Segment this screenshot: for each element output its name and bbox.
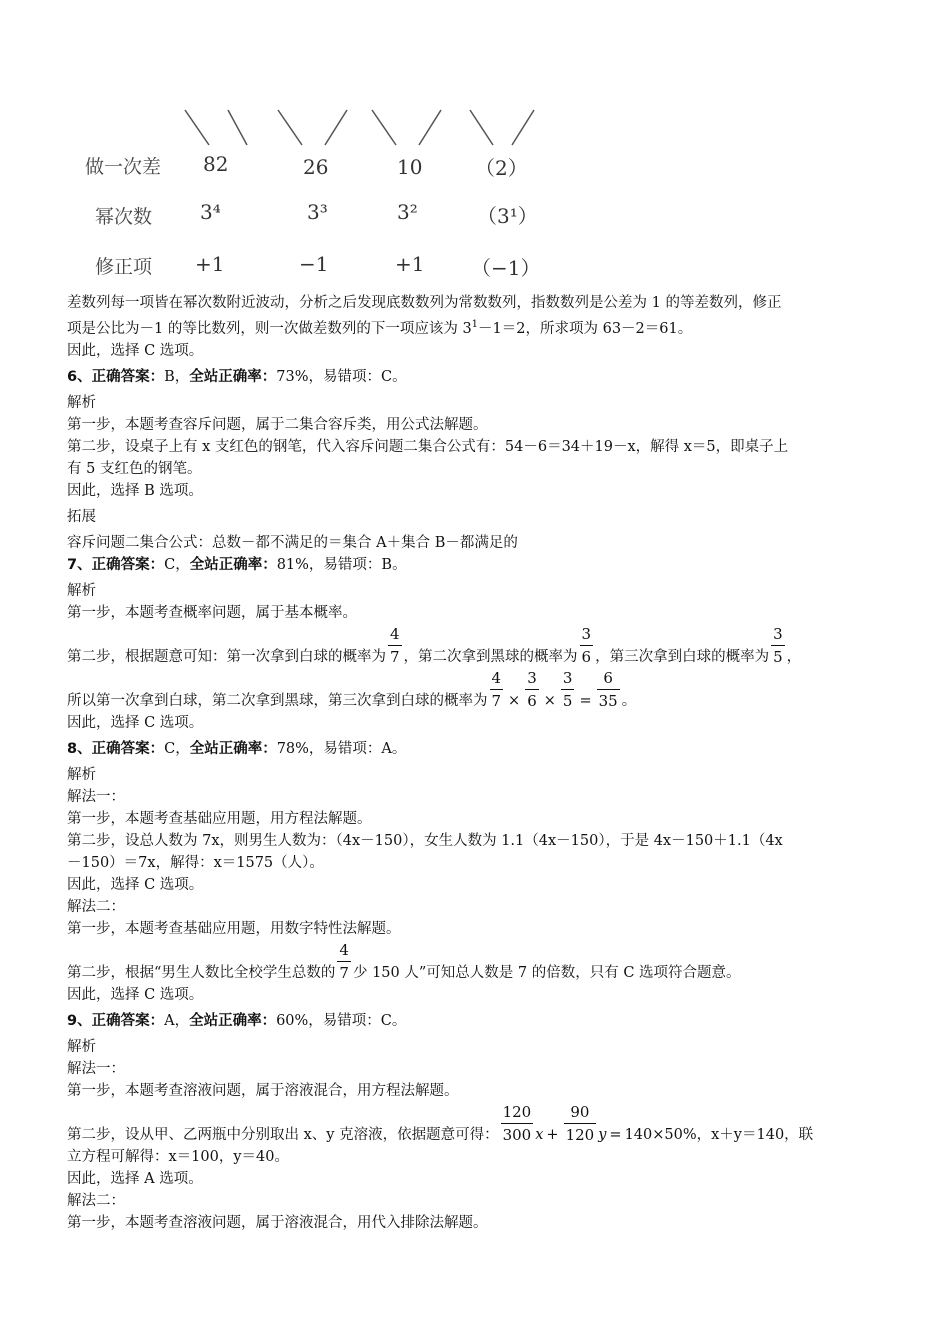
fraction: $\frac{90}{120}$ xyxy=(565,1102,595,1144)
conclusion: 因此，选择 C 选项。 xyxy=(67,714,204,731)
paragraph: 第二步，设桌子上有 x 支红色的钢笔，代入容斥问题二集合公式有：54－6＝34＋19－x，解得 x＝5，即桌子上 xyxy=(67,438,789,455)
fraction: $\frac{3}{5}$ xyxy=(562,668,573,710)
paragraph: 第一步，本题考查基础应用题，用数字特性法解题。 xyxy=(67,920,401,937)
diff-value: 26 xyxy=(303,155,329,179)
fraction: $\frac{3}{6}$ xyxy=(527,668,537,710)
extension-label: 拓展 xyxy=(67,508,96,525)
paragraph: 第一步，本题考查容斥问题，属于二集合容斥类，用公式法解题。 xyxy=(67,416,488,433)
row-label-correction: 修正项 xyxy=(95,256,153,278)
fraction: $\frac{3}{5}$ xyxy=(773,624,783,666)
correction-value: （−1） xyxy=(471,256,541,280)
method-label: 解法二： xyxy=(67,1192,125,1209)
fraction: $\frac{6}{35}$ xyxy=(598,668,618,710)
power-value: 3³ xyxy=(307,200,328,224)
fraction: $\frac{4}{7}$ xyxy=(390,624,400,666)
conclusion: 因此，选择 C 选项。 xyxy=(67,876,204,893)
answer-header-8: 8、正确答案：C，全站正确率：78%，易错项：A。 xyxy=(67,740,407,757)
paragraph: －150）＝7x，解得：x＝1575（人）。 xyxy=(67,854,324,871)
formula: 容斥问题二集合公式：总数－都不满足的＝集合 A＋集合 B－都满足的 xyxy=(67,534,518,551)
difference-diagram xyxy=(85,100,565,285)
paragraph: 第一步，本题考查基础应用题，用方程法解题。 xyxy=(67,810,372,827)
correction-value: −1 xyxy=(299,252,329,276)
paragraph: 有 5 支红色的钢笔。 xyxy=(67,460,202,477)
method-label: 解法一： xyxy=(67,1060,125,1077)
paragraph: 第一步，本题考查溶液问题，属于溶液混合，用代入排除法解题。 xyxy=(67,1214,488,1231)
power-value: 3⁴ xyxy=(200,200,221,224)
diff-value: 10 xyxy=(397,155,423,179)
diff-value: 82 xyxy=(203,152,229,176)
method-label: 解法一： xyxy=(67,788,125,805)
correction-value: +1 xyxy=(195,252,225,276)
math-line: 所以第一次拿到白球，第二次拿到黑球，第三次拿到白球的概率为 $\frac{4}{7}$ × $\frac{3}{6}$ × $\frac{3}{5}$ = $\frac{6}{35}$ 。 xyxy=(67,668,637,710)
power-value: 3² xyxy=(397,200,418,224)
answer-header-9: 9、正确答案：A，全站正确率：60%，易错项：C。 xyxy=(67,1012,407,1029)
fraction: $\frac{120}{300}$ xyxy=(502,1102,532,1144)
conclusion: 因此，选择 B 选项。 xyxy=(67,482,203,499)
correction-value: +1 xyxy=(395,252,425,276)
fraction: $\frac{4}{7}$ xyxy=(339,940,349,982)
diff-value: （2） xyxy=(475,156,528,180)
paragraph: 第二步，设总人数为 7x，则男生人数为：（4x－150），女生人数为 1.1（4x－150），于是 4x－150＋1.1（4x xyxy=(67,832,783,849)
paragraph: 差数列每一项皆在幂次数附近波动，分析之后发现底数数列为常数数列，指数数列是公差为 1 的等差数列，修正 xyxy=(67,295,782,311)
fraction: $\frac{3}{6}$ xyxy=(581,624,592,666)
math-line: 第二步，根据“男生人数比全校学生总数的 $\frac{4}{7}$ 少 150 人”可知总人数是 7 的倍数，只有 C 选项符合题意。 xyxy=(67,940,741,982)
analysis-label: 解析 xyxy=(67,1038,96,1055)
analysis-label: 解析 xyxy=(67,582,96,599)
conclusion: 因此，选择 C 选项。 xyxy=(67,986,204,1003)
v-lines xyxy=(85,100,565,160)
conclusion: 因此，选择 C 选项。 xyxy=(67,342,204,359)
analysis-label: 解析 xyxy=(67,766,96,783)
paragraph: 立方程可解得：x＝100，y＝40。 xyxy=(67,1148,289,1165)
paragraph: 第一步，本题考查概率问题，属于基本概率。 xyxy=(67,604,357,621)
answer-header-7: 7、正确答案：C，全站正确率：81%，易错项：B。 xyxy=(67,556,407,573)
paragraph: 第一步，本题考查溶液问题，属于溶液混合，用方程法解题。 xyxy=(67,1082,459,1099)
math-line: 第二步，根据题意可知：第一次拿到白球的概率为 $\frac{4}{7}$ ，第二次拿到黑球的概率为 $\frac{3}{6}$ ，第三次拿到白球的概率为 $\frac{3}{5}$ ， xyxy=(67,624,802,666)
power-value: （3¹） xyxy=(477,204,538,228)
method-label: 解法二： xyxy=(67,898,125,915)
conclusion: 因此，选择 A 选项。 xyxy=(67,1170,203,1187)
answer-header-6: 6、正确答案：B，全站正确率：73%，易错项：C。 xyxy=(67,368,407,385)
row-label-power: 幂次数 xyxy=(95,206,153,228)
analysis-label: 解析 xyxy=(67,394,96,411)
paragraph: 项是公比为－1 的等比数列，则一次做差数列的下一项应该为 $3^1-1=2$，所求项为 63－2＝61。 xyxy=(67,319,693,337)
solution-text xyxy=(67,292,887,1234)
fraction: $\frac{4}{7}$ xyxy=(491,668,502,710)
row-label-diff: 做一次差 xyxy=(85,156,162,178)
math-line: 第二步，设从甲、乙两瓶中分别取出 x、y 克溶液，依据题意可得： $\frac{120}{300}$ x + $\frac{90}{120}$ y = 140×50%，x＋y＝140，联 xyxy=(67,1102,814,1144)
